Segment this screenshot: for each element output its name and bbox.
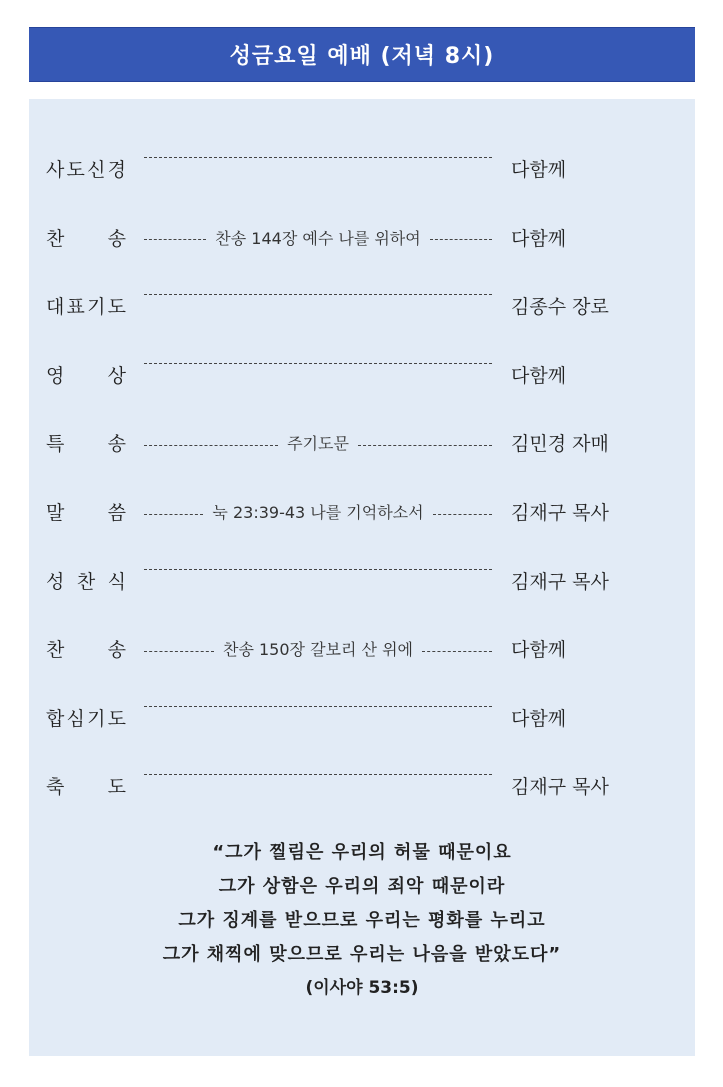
service-item-leader: 다함께 <box>511 159 567 181</box>
label-char: 사 <box>46 159 65 181</box>
label-char: 신 <box>87 159 106 181</box>
service-row <box>46 567 636 597</box>
service-item-leader: 다함께 <box>511 707 567 730</box>
service-row <box>46 635 636 665</box>
service-item-detail: 눅 23:39-43 나를 기억하소서 <box>212 503 424 522</box>
service-row <box>46 361 636 391</box>
label-char: 찬 <box>46 227 65 250</box>
label-char: 송 <box>107 227 126 250</box>
service-item-label <box>46 429 126 459</box>
dotted-leader <box>144 361 492 364</box>
dotted-leader <box>144 704 492 707</box>
service-item-label <box>46 704 126 734</box>
label-char: 축 <box>46 776 65 799</box>
label-char: 기 <box>87 707 106 730</box>
leader-dashes <box>430 239 492 240</box>
service-row <box>46 155 636 185</box>
leader-dashes <box>144 294 492 295</box>
label-char: 씀 <box>107 502 126 524</box>
scripture-line: “그가 찔림은 우리의 허물 때문이요 <box>212 842 512 863</box>
service-item-leader: 다함께 <box>511 227 567 250</box>
service-item-label <box>46 361 126 391</box>
service-item-label <box>46 772 126 802</box>
leader-dashes <box>144 651 214 652</box>
label-char: 식 <box>107 570 126 593</box>
leader-dashes <box>422 651 492 652</box>
service-row <box>46 224 636 254</box>
dotted-leader <box>144 292 492 295</box>
dotted-leader <box>144 224 492 254</box>
service-row <box>46 772 636 802</box>
service-item-leader: 다함께 <box>511 364 567 387</box>
service-item-leader: 김재구 목사 <box>511 570 609 593</box>
label-char: 찬 <box>46 639 65 662</box>
leader-dashes <box>144 157 492 158</box>
leader-dashes <box>144 239 206 240</box>
label-char: 도 <box>66 159 85 181</box>
dotted-leader <box>144 498 492 528</box>
label-char: 말 <box>46 502 65 524</box>
leader-dashes <box>144 706 492 707</box>
leader-dashes <box>144 445 278 446</box>
label-char: 심 <box>66 707 85 730</box>
label-char: 도 <box>107 707 126 730</box>
service-row <box>46 292 636 322</box>
service-row <box>46 704 636 734</box>
dotted-leader <box>144 567 492 570</box>
dotted-leader <box>144 429 492 459</box>
label-char: 영 <box>46 364 65 387</box>
service-item-label <box>46 635 126 665</box>
dotted-leader <box>144 772 492 775</box>
scripture-quote <box>29 836 695 972</box>
label-char: 성 <box>46 570 65 593</box>
service-item-leader: 김종수 장로 <box>511 296 609 319</box>
service-item-leader: 김재구 목사 <box>511 502 609 524</box>
leader-dashes <box>433 514 492 515</box>
scripture-reference: (이사야 53:5) <box>305 978 419 998</box>
scripture-line: 그가 상함은 우리의 죄악 때문이라 <box>218 876 506 897</box>
label-char: 합 <box>46 707 65 730</box>
dotted-leader <box>144 155 492 158</box>
service-item-leader: 다함께 <box>511 639 567 662</box>
leader-dashes <box>144 514 203 515</box>
label-char: 송 <box>107 639 126 662</box>
service-item-label <box>46 292 126 322</box>
label-char: 기 <box>87 296 106 319</box>
label-char: 송 <box>107 433 126 456</box>
service-item-detail: 주기도문 <box>287 434 349 454</box>
scripture-line: 그가 징계를 받으므로 우리는 평화를 누리고 <box>178 910 546 931</box>
leader-dashes <box>144 569 492 570</box>
label-char: 찬 <box>76 570 96 593</box>
service-item-label <box>46 567 126 597</box>
label-char: 도 <box>107 776 126 799</box>
service-item-detail: 찬송 144장 예수 나를 위하여 <box>215 228 421 248</box>
label-char: 경 <box>107 159 126 181</box>
service-item-label <box>46 498 126 528</box>
leader-dashes <box>144 363 492 364</box>
label-char: 표 <box>66 296 85 319</box>
service-item-label <box>46 155 126 185</box>
label-char: 특 <box>46 433 65 456</box>
scripture-line: 그가 채찍에 맞으므로 우리는 나음을 받았도다” <box>162 944 562 965</box>
dotted-leader <box>144 635 492 665</box>
page-title: 성금요일 예배 (저녁 8시) <box>229 44 495 69</box>
leader-dashes <box>144 774 492 775</box>
leader-dashes <box>358 445 492 446</box>
service-item-leader: 김재구 목사 <box>511 776 609 799</box>
service-item-label <box>46 224 126 254</box>
label-char: 상 <box>107 364 126 387</box>
service-row <box>46 498 636 528</box>
service-item-leader: 김민경 자매 <box>511 433 609 456</box>
label-char: 대 <box>46 296 65 319</box>
title-banner <box>29 27 695 82</box>
service-item-detail: 찬송 150장 갈보리 산 위에 <box>223 640 413 660</box>
label-char: 도 <box>107 296 126 319</box>
service-row <box>46 429 636 459</box>
